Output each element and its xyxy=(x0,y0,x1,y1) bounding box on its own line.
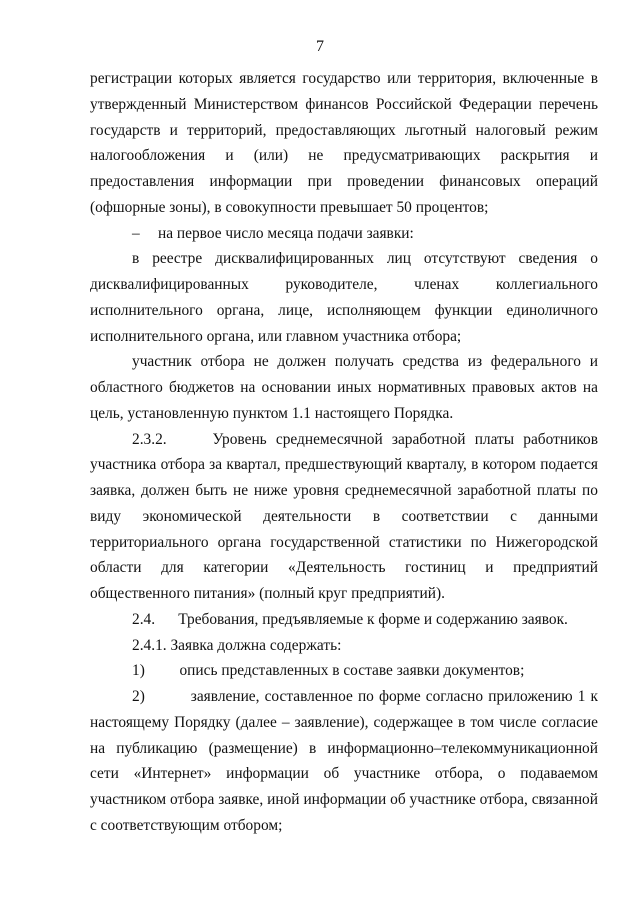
list-item-text: опись представленных в составе заявки документов; xyxy=(179,662,525,680)
paragraph-disqualified-registry: в реестре дисквалифицированных лиц отсутствуют сведения о дисквалифицированных руководителе, членах коллегиального исполнительного органа, лице, исполняющем функции единоличного исполнительного органа, или главном участника отбора; xyxy=(90,250,598,345)
list-item-text: заявление, составленное по форме согласно приложению 1 к настоящему Порядку (далее – заявление), содержащее в том числе согласие на публикацию (размещение) в информационно–телекоммуникационной сети «Интернет» информации об участнике отбора, о подаваемом участником отбора заявке, иной информации об участнике отбора, связанной с соответствующим отбором; xyxy=(90,688,598,834)
clause-number: 2.3.2. xyxy=(132,430,167,448)
list-item-1 xyxy=(90,658,598,684)
list-item-number: 1) xyxy=(132,662,145,680)
list-item-2 xyxy=(90,684,598,839)
clause-2-4-1: 2.4.1. Заявка должна содержать: xyxy=(132,636,342,654)
list-item-number: 2) xyxy=(132,688,145,705)
dash-marker: – xyxy=(132,224,140,242)
paragraph-text: на первое число месяца подачи заявки: xyxy=(158,224,414,242)
document-body xyxy=(90,66,598,839)
paragraph-first-day-condition xyxy=(90,221,598,247)
clause-2-4 xyxy=(90,607,598,633)
page-number: 7 xyxy=(316,38,324,55)
clause-number: 2.4. xyxy=(132,610,156,628)
clause-2-3-2 xyxy=(90,427,598,607)
clause-text: Требования, предъявляемые к форме и содержанию заявок. xyxy=(178,610,568,628)
paragraph-no-other-funding: участник отбора не должен получать средства из федерального и областного бюджетов на основании иных нормативных правовых актов на цель, установленную пунктом 1.1 настоящего Порядка. xyxy=(90,353,598,422)
clause-text: Уровень среднемесячной заработной платы работников участника отбора за квартал, предшествующий кварталу, в котором подается заявка, должен быть не ниже уровня среднемесячной заработной платы по виду экономической деятельности в соответствии с данными территориального органа государственной статистики по Нижегородской области для категории «Деятельность гостиниц и предприятий общественного питания» (полный круг предприятий). xyxy=(90,430,598,602)
paragraph-offshore-condition: регистрации которых является государство или территория, включенные в утвержденный Министерством финансов Российской Федерации перечень государств и территорий, предоставляющих льготный налоговый режим налогообложения и (или) не предусматривающих раскрытия и предоставления информации при проведении финансовых операций (офшорные зоны), в совокупности превышает 50 процентов; xyxy=(90,70,598,216)
